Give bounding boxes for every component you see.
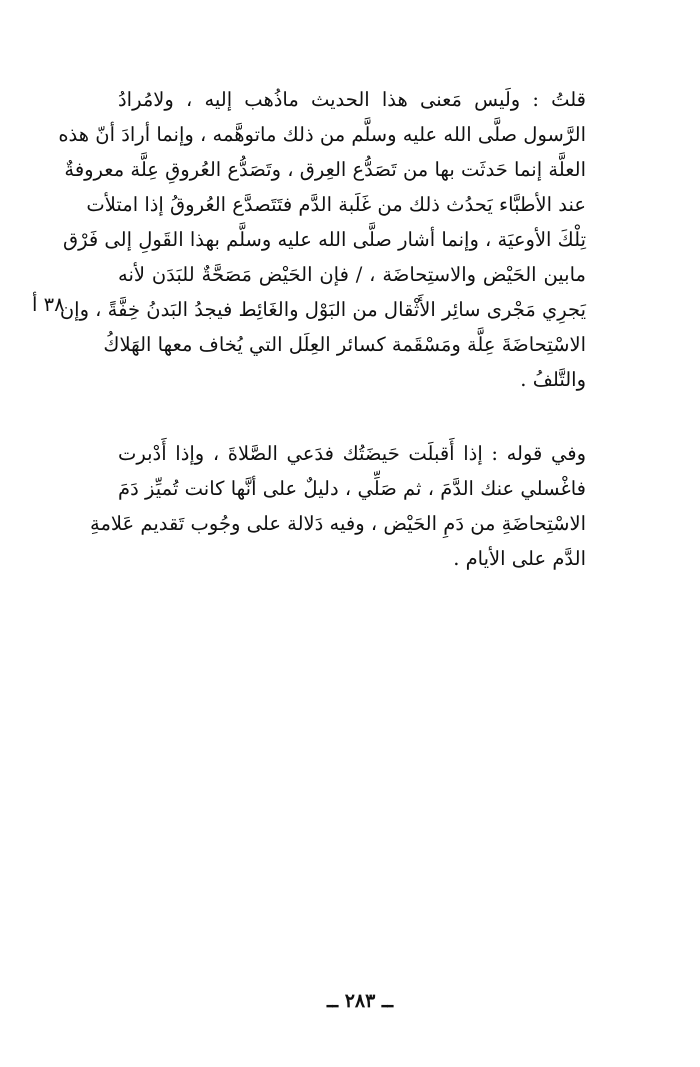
- folio-marker: ٣٨ أ: [32, 293, 65, 316]
- text-line: الاسْتِحاضَةِ من دَمِ الحَيْض ، وفيه دَلالة على وجُوب تَقديم عَلامةِ: [90, 512, 586, 535]
- text-line: قلتُ : ولَيس مَعنى هذا الحديث ماذُهب إليه ، ولامُرادُ: [118, 88, 586, 111]
- paragraph-2: [90, 436, 586, 576]
- text-line: الرَّسول صلَّى الله عليه وسلَّم من ذلك ماتوهَّمه ، وإنما أرادَ أنّ هذه: [58, 123, 586, 146]
- text-line: الاسْتِحاضَةَ عِلَّة ومَسْقَمة كسائر العِلَل التي يُخاف معها الهَلاكُ: [103, 333, 586, 356]
- text-line: مابين الحَيْض والاستِحاضَة ، / فإن الحَيْض مَصَحَّةٌ للبَدَن لأنه: [118, 263, 586, 286]
- text-line: العلَّة إنما حَدثَت بها من تَصَدُّع العِرق ، وتَصَدُّع العُروقِ عِلَّة معروفةٌ: [64, 158, 586, 181]
- page-number: ــ ٢٨٣ ــ: [326, 990, 394, 1012]
- text-line: فاغْسلي عنك الدَّمَ ، ثم صَلِّي ، دليلٌ على أنَّها كانت تُميِّز دَمَ: [118, 477, 586, 500]
- text-line: عند الأطبَّاء يَحدُث ذلك من غَلَبة الدَّم فتَتَصدَّع العُروقُ إذا امتلأت: [86, 193, 586, 216]
- paragraph-1: [58, 82, 586, 397]
- text-line: وفي قوله : إذا أَقبلَت حَيضَتُك فدَعي الصَّلاةَ ، وإذا أَدْبرت: [118, 442, 586, 465]
- text-line: والتَّلفُ .: [520, 368, 586, 391]
- text-line: الدَّم على الأيام .: [453, 547, 586, 570]
- text-line: تِلْكَ الأوعيَة ، وإنما أشار صلَّى الله عليه وسلَّم بهذا القَولِ إلى فَرْق: [62, 228, 586, 251]
- text-line: يَجرِي مَجْرى سائِر الأَثْقال من البَوْل والغَائِط فيجدُ البَدنُ خِفَّةً ، وإن: [59, 298, 586, 321]
